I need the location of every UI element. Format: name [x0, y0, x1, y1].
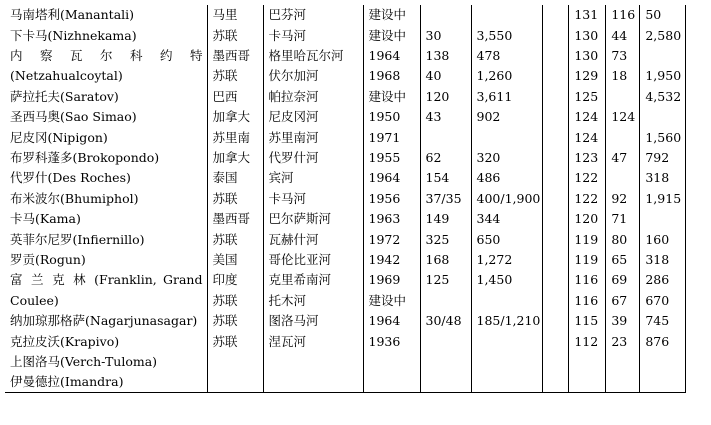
year-cell: 建设中 — [363, 25, 420, 45]
dam-name-cell: 罗贡(Rogun) — [10, 251, 86, 267]
year-cell: 建设中 — [363, 87, 420, 107]
height-cell: 37/35 — [420, 189, 471, 209]
capacity-cell — [471, 127, 543, 147]
value-a-cell: 130 — [569, 46, 606, 66]
river-cell: 卡马河 — [263, 189, 363, 209]
year-cell: 1971 — [363, 127, 420, 147]
value-c-cell: 1,915 — [640, 189, 686, 209]
river-cell: 代罗什河 — [263, 148, 363, 168]
dam-name-cell: 上图洛马(Verch-Tuloma) — [10, 353, 158, 369]
blank-cell — [543, 331, 569, 351]
table-row — [5, 229, 686, 249]
table-row — [5, 372, 686, 393]
dam-name-cell: 英菲尔尼罗(Infiernillo) — [10, 231, 145, 247]
value-b-cell — [606, 372, 640, 393]
dam-name-cell: 布罗科蓬多(Brokopondo) — [10, 149, 160, 165]
height-cell: 43 — [420, 107, 471, 127]
value-b-cell — [606, 168, 640, 188]
blank-cell — [543, 209, 569, 229]
value-c-cell: 318 — [640, 250, 686, 270]
capacity-cell: 3,550 — [471, 25, 543, 45]
value-c-cell — [640, 46, 686, 66]
value-b-cell: 92 — [606, 189, 640, 209]
value-c-cell: 50 — [640, 5, 686, 25]
blank-cell — [543, 311, 569, 331]
country-cell: 苏联 — [207, 25, 263, 45]
country-cell: 泰国 — [207, 168, 263, 188]
country-cell: 墨西哥 — [207, 209, 263, 229]
blank-cell — [543, 189, 569, 209]
country-cell: 苏联 — [207, 291, 263, 311]
dam-name-cell: 马南塔利(Manantali) — [10, 7, 135, 23]
table-row — [5, 127, 686, 147]
capacity-cell: 3,611 — [471, 87, 543, 107]
river-cell: 卡马河 — [263, 25, 363, 45]
capacity-cell — [471, 291, 543, 311]
country-cell — [207, 352, 263, 372]
country-cell: 印度 — [207, 270, 263, 290]
value-b-cell — [606, 127, 640, 147]
year-cell: 1968 — [363, 66, 420, 86]
height-cell: 30/48 — [420, 311, 471, 331]
dam-name-cell: 纳加琼那格萨(Nagarjunasagar) — [10, 313, 198, 329]
blank-cell — [543, 66, 569, 86]
year-cell: 建设中 — [363, 291, 420, 311]
value-a-cell: 115 — [569, 311, 606, 331]
river-cell: 瓦赫什河 — [263, 229, 363, 249]
value-b-cell: 73 — [606, 46, 640, 66]
river-cell — [263, 352, 363, 372]
table-row — [5, 25, 686, 45]
river-cell: 托木河 — [263, 291, 363, 311]
value-c-cell — [640, 107, 686, 127]
table-row — [5, 270, 686, 290]
dam-name-cell: 伊曼德拉(Imandra) — [5, 372, 207, 393]
year-cell: 1942 — [363, 250, 420, 270]
value-a-cell: 122 — [569, 189, 606, 209]
table-row — [5, 107, 686, 127]
year-cell — [363, 372, 420, 393]
river-cell: 尼皮冈河 — [263, 107, 363, 127]
value-a-cell: 116 — [569, 270, 606, 290]
capacity-cell: 320 — [471, 148, 543, 168]
height-cell — [420, 372, 471, 393]
value-a-cell — [569, 372, 606, 393]
capacity-cell — [471, 331, 543, 351]
country-cell: 苏里南 — [207, 127, 263, 147]
blank-cell — [543, 127, 569, 147]
value-b-cell: 39 — [606, 311, 640, 331]
capacity-cell: 650 — [471, 229, 543, 249]
year-cell: 建设中 — [363, 5, 420, 25]
height-cell — [420, 331, 471, 351]
blank-cell — [543, 107, 569, 127]
value-c-cell: 670 — [640, 291, 686, 311]
value-c-cell: 1,560 — [640, 127, 686, 147]
value-c-cell: 286 — [640, 270, 686, 290]
river-cell: 格里哈瓦尔河 — [263, 46, 363, 66]
dam-table — [5, 5, 686, 393]
table-row — [5, 189, 686, 209]
blank-cell — [543, 25, 569, 45]
value-c-cell: 2,580 — [640, 25, 686, 45]
blank-cell — [543, 372, 569, 393]
dam-table-body — [5, 5, 686, 393]
height-cell: 62 — [420, 148, 471, 168]
table-row — [5, 5, 686, 25]
blank-cell — [543, 5, 569, 25]
river-cell: 宾河 — [263, 168, 363, 188]
value-a-cell — [569, 352, 606, 372]
capacity-cell: 1,260 — [471, 66, 543, 86]
value-c-cell: 1,950 — [640, 66, 686, 86]
country-cell: 墨西哥 — [207, 46, 263, 66]
value-c-cell — [640, 352, 686, 372]
value-c-cell — [640, 372, 686, 393]
river-cell: 巴芬河 — [263, 5, 363, 25]
country-cell: 苏联 — [207, 189, 263, 209]
value-a-cell: 116 — [569, 291, 606, 311]
capacity-cell: 1,272 — [471, 250, 543, 270]
river-cell: 伏尔加河 — [263, 66, 363, 86]
value-b-cell: 47 — [606, 148, 640, 168]
year-cell: 1972 — [363, 229, 420, 249]
river-cell: 哥伦比亚河 — [263, 250, 363, 270]
year-cell: 1964 — [363, 46, 420, 66]
value-c-cell — [640, 209, 686, 229]
blank-cell — [543, 229, 569, 249]
value-a-cell: 122 — [569, 168, 606, 188]
capacity-cell: 1,450 — [471, 270, 543, 290]
value-a-cell: 131 — [569, 5, 606, 25]
country-cell: 苏联 — [207, 229, 263, 249]
value-b-cell: 67 — [606, 291, 640, 311]
river-cell: 克里希南河 — [263, 270, 363, 290]
height-cell: 168 — [420, 250, 471, 270]
river-cell: 图洛马河 — [263, 311, 363, 331]
country-cell: 苏联 — [207, 66, 263, 86]
table-row — [5, 46, 686, 66]
dam-name-cell: 圣西马奥(Sao Simao) — [10, 109, 137, 125]
value-b-cell: 124 — [606, 107, 640, 127]
river-cell — [263, 372, 363, 393]
blank-cell — [543, 250, 569, 270]
height-cell: 125 — [420, 270, 471, 290]
country-cell — [207, 372, 263, 393]
year-cell: 1955 — [363, 148, 420, 168]
height-cell: 138 — [420, 46, 471, 66]
dam-name-cell: 克拉皮沃(Krapivo) — [10, 333, 120, 349]
height-cell: 149 — [420, 209, 471, 229]
value-c-cell: 876 — [640, 331, 686, 351]
capacity-cell — [471, 352, 543, 372]
value-a-cell: 119 — [569, 250, 606, 270]
blank-cell — [543, 291, 569, 311]
dam-name-cell: 萨拉托夫(Saratov) — [10, 88, 119, 104]
dam-name-cell: 卡马(Kama) — [10, 211, 81, 227]
value-b-cell: 71 — [606, 209, 640, 229]
height-cell: 30 — [420, 25, 471, 45]
blank-cell — [543, 87, 569, 107]
value-a-cell: 129 — [569, 66, 606, 86]
value-b-cell: 44 — [606, 25, 640, 45]
river-cell: 巴尔萨斯河 — [263, 209, 363, 229]
year-cell: 1969 — [363, 270, 420, 290]
river-cell: 涅瓦河 — [263, 331, 363, 351]
capacity-cell — [471, 372, 543, 393]
year-cell: 1956 — [363, 189, 420, 209]
dam-name-cell: 尼皮冈(Nipigon) — [10, 129, 108, 145]
capacity-cell: 400/1,900 — [471, 189, 543, 209]
dam-name-cell: 代罗什(Des Roches) — [10, 170, 131, 186]
value-a-cell: 112 — [569, 331, 606, 351]
country-cell: 巴西 — [207, 87, 263, 107]
value-a-cell: 123 — [569, 148, 606, 168]
capacity-cell — [471, 5, 543, 25]
year-cell: 1964 — [363, 311, 420, 331]
country-cell: 美国 — [207, 250, 263, 270]
country-cell: 马里 — [207, 5, 263, 25]
table-row — [5, 311, 686, 331]
value-c-cell: 4,532 — [640, 87, 686, 107]
value-a-cell: 130 — [569, 25, 606, 45]
dam-name-cell: 内 察 瓦 尔 科 约 特 (Netzahualcoytal) — [10, 47, 203, 84]
height-cell: 40 — [420, 66, 471, 86]
value-c-cell: 160 — [640, 229, 686, 249]
value-b-cell: 116 — [606, 5, 640, 25]
value-a-cell: 124 — [569, 107, 606, 127]
value-a-cell: 124 — [569, 127, 606, 147]
year-cell: 1950 — [363, 107, 420, 127]
value-a-cell: 120 — [569, 209, 606, 229]
table-row — [5, 209, 686, 229]
value-a-cell: 119 — [569, 229, 606, 249]
value-a-cell: 125 — [569, 87, 606, 107]
capacity-cell: 486 — [471, 168, 543, 188]
height-cell — [420, 291, 471, 311]
value-c-cell: 745 — [640, 311, 686, 331]
dam-name-cell: 下卡马(Nizhnekama) — [10, 27, 137, 43]
value-c-cell: 318 — [640, 168, 686, 188]
blank-cell — [543, 352, 569, 372]
height-cell — [420, 5, 471, 25]
table-row — [5, 148, 686, 168]
blank-cell — [543, 270, 569, 290]
table-row — [5, 87, 686, 107]
capacity-cell: 344 — [471, 209, 543, 229]
river-cell: 帕拉奈河 — [263, 87, 363, 107]
height-cell — [420, 352, 471, 372]
year-cell — [363, 352, 420, 372]
table-row — [5, 168, 686, 188]
value-b-cell — [606, 352, 640, 372]
value-b-cell: 80 — [606, 229, 640, 249]
height-cell — [420, 127, 471, 147]
table-row — [5, 352, 686, 372]
value-b-cell: 65 — [606, 250, 640, 270]
value-b-cell — [606, 87, 640, 107]
country-cell: 加拿大 — [207, 107, 263, 127]
blank-cell — [543, 46, 569, 66]
river-cell: 苏里南河 — [263, 127, 363, 147]
blank-cell — [543, 148, 569, 168]
year-cell: 1964 — [363, 168, 420, 188]
height-cell: 325 — [420, 229, 471, 249]
value-c-cell: 792 — [640, 148, 686, 168]
dam-name-cell: 布米波尔(Bhumiphol) — [10, 190, 139, 206]
value-b-cell: 69 — [606, 270, 640, 290]
table-row — [5, 331, 686, 351]
country-cell: 苏联 — [207, 311, 263, 331]
height-cell: 154 — [420, 168, 471, 188]
capacity-cell: 902 — [471, 107, 543, 127]
blank-cell — [543, 168, 569, 188]
capacity-cell: 478 — [471, 46, 543, 66]
height-cell: 120 — [420, 87, 471, 107]
value-b-cell: 18 — [606, 66, 640, 86]
value-b-cell: 23 — [606, 331, 640, 351]
year-cell: 1936 — [363, 331, 420, 351]
country-cell: 加拿大 — [207, 148, 263, 168]
country-cell: 苏联 — [207, 331, 263, 351]
table-row — [5, 250, 686, 270]
dam-name-cell: 富 兰 克 林 (Franklin, Grand Coulee) — [10, 272, 203, 308]
capacity-cell: 185/1,210 — [471, 311, 543, 331]
year-cell: 1963 — [363, 209, 420, 229]
